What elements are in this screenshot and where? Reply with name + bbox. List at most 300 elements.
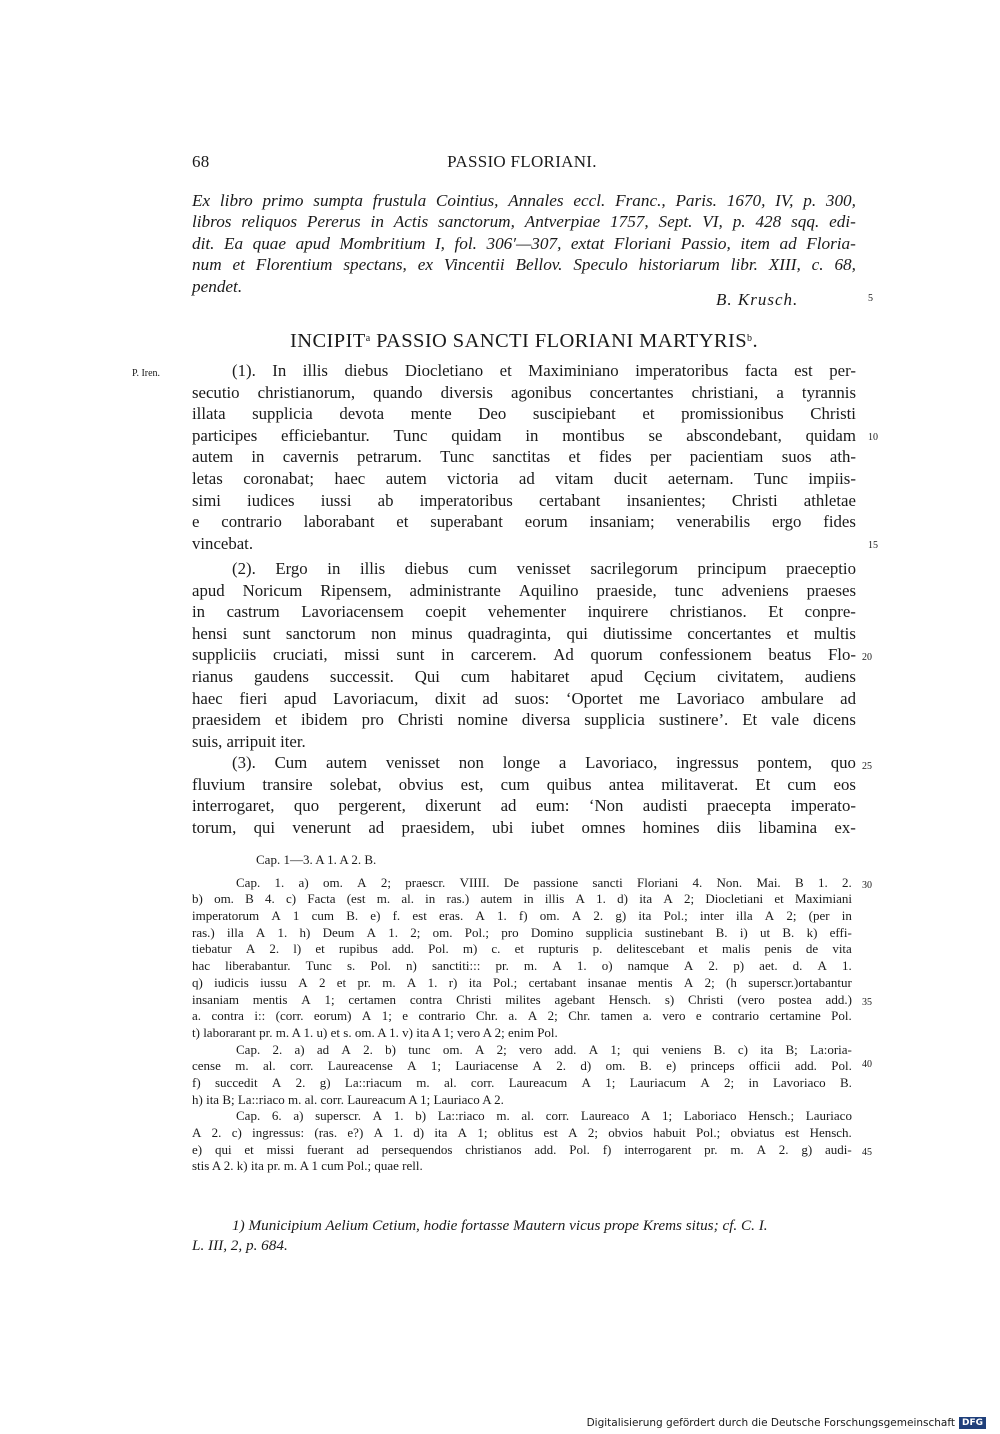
word: ubi	[491, 817, 514, 837]
word: pro	[501, 924, 519, 940]
word: pro	[361, 710, 384, 730]
word: A	[581, 1074, 591, 1090]
word: p.	[592, 941, 603, 957]
word: Pol.;	[663, 908, 688, 924]
word: e)	[192, 1141, 203, 1157]
word: La::riacum	[344, 1074, 402, 1090]
word: spectans,	[343, 255, 407, 275]
word: IV,	[775, 191, 794, 210]
word: Pol.;	[464, 924, 489, 940]
word: A	[527, 1008, 538, 1024]
word: in	[251, 447, 265, 467]
word: per	[649, 447, 672, 467]
text-line	[192, 774, 856, 796]
word: 2.	[778, 1141, 789, 1157]
word: 2.	[272, 1041, 283, 1057]
word: Cap.	[236, 1108, 261, 1124]
word: (vero	[737, 991, 765, 1007]
word: om.	[605, 1058, 626, 1074]
word: suos	[781, 447, 812, 467]
word: sancti	[592, 874, 623, 890]
word: antea	[608, 774, 645, 794]
word: b)	[415, 1108, 427, 1124]
word: B.	[713, 1041, 726, 1057]
word: c.	[491, 941, 501, 957]
word: autem	[385, 468, 427, 488]
word: A	[532, 1058, 542, 1074]
text-line	[192, 666, 856, 688]
word: illata	[192, 404, 226, 424]
word: 1670,	[726, 191, 766, 210]
word: officii	[748, 1058, 781, 1074]
word: al.	[262, 1058, 276, 1074]
word: sumpta	[313, 191, 363, 210]
word: penis	[764, 941, 792, 957]
word: add.	[554, 1041, 577, 1057]
footnote	[192, 1216, 852, 1255]
word: A	[373, 1125, 383, 1140]
word: praeside,	[596, 580, 657, 600]
word: tamen	[600, 1008, 633, 1024]
word: cavernis	[282, 447, 339, 467]
line-number: 45	[862, 1147, 872, 1158]
word: 1.	[596, 891, 606, 907]
word: ita	[760, 1041, 774, 1057]
word: cum	[460, 666, 490, 686]
word: a)	[298, 874, 309, 890]
word: ad	[356, 1141, 369, 1157]
word: m.	[382, 974, 396, 990]
apparatus-line	[192, 975, 852, 992]
word: praecepta	[706, 796, 772, 816]
word: tunc	[408, 1041, 431, 1057]
word: Lauriacense	[455, 1058, 519, 1074]
text-line	[192, 468, 856, 490]
word: carcerem.	[470, 645, 537, 665]
word: 1.	[427, 974, 438, 990]
word: A	[700, 1074, 710, 1090]
word: et	[698, 941, 708, 957]
word: athletae	[803, 490, 856, 510]
critical-apparatus	[192, 852, 852, 1175]
word: num	[192, 255, 222, 275]
word: vita	[832, 941, 852, 957]
word: hac	[192, 958, 211, 974]
text-line	[192, 709, 856, 731]
line-number: 15	[868, 540, 878, 551]
word: m.	[235, 1058, 249, 1074]
word: Pol.	[569, 1141, 590, 1157]
word: e)	[666, 1058, 677, 1074]
apparatus-line	[192, 992, 852, 1009]
apparatus-line	[192, 958, 852, 975]
word: Domino	[530, 924, 574, 940]
word: aeternam.	[667, 468, 734, 488]
word: in	[327, 559, 341, 578]
word: 4.	[265, 891, 275, 907]
word: Hensch.	[809, 1125, 852, 1140]
word: Pol.	[831, 1058, 852, 1074]
word: est,	[460, 774, 484, 794]
word: m)	[462, 941, 478, 957]
word: in	[441, 645, 455, 665]
word: 1;	[324, 991, 335, 1007]
word: 1.	[277, 924, 288, 940]
word: cense	[192, 1058, 221, 1074]
word: delitescebant	[616, 941, 685, 957]
word: add.	[534, 1141, 557, 1157]
word: Cum	[274, 753, 308, 772]
word: apud	[590, 666, 623, 686]
word: libro	[219, 191, 253, 210]
word: diutissime	[603, 623, 673, 643]
word: iudices	[247, 490, 295, 510]
intro-line	[192, 233, 856, 254]
word: Floriani	[637, 874, 679, 890]
word: civitatem,	[717, 666, 784, 686]
word: fides	[823, 512, 856, 532]
word: sunt	[396, 645, 425, 665]
word: Et	[755, 774, 771, 794]
word: e	[695, 1008, 702, 1024]
word: certamine	[769, 1008, 821, 1024]
editor-signature: B. Krusch.	[716, 290, 799, 309]
word: om.	[442, 1041, 463, 1057]
word: nomine	[457, 710, 508, 730]
word: rupibus	[338, 941, 378, 957]
word: tunc	[674, 580, 704, 600]
text-line	[192, 425, 856, 447]
word: christiani,	[691, 382, 759, 402]
word: d)	[617, 891, 628, 907]
word: Franc.,	[615, 191, 666, 210]
word: mente	[410, 404, 452, 424]
word: h)	[299, 924, 311, 940]
word: A	[683, 974, 694, 990]
word: superscr.	[315, 1108, 361, 1124]
word: passione	[533, 874, 579, 890]
word: Lavoriacum,	[333, 688, 419, 708]
word: Maximiniano	[528, 361, 619, 380]
word: imperatoribus	[419, 490, 513, 510]
word: contra	[211, 1008, 244, 1024]
word: (1).	[232, 361, 256, 380]
page-number: 68	[192, 152, 210, 171]
word: 1.	[817, 874, 828, 890]
word: certabant	[538, 490, 601, 510]
word: Non.	[716, 874, 743, 890]
passio-title	[192, 330, 856, 353]
word: ad	[779, 233, 797, 253]
word: et	[774, 891, 784, 907]
word: 2.	[556, 1058, 566, 1074]
word: a.	[192, 1008, 202, 1024]
word: 306′—307,	[486, 233, 562, 253]
word: in	[525, 425, 539, 445]
word: succedit	[215, 1074, 258, 1090]
word: transire	[262, 774, 313, 794]
word: supplicia	[252, 404, 313, 424]
word: B.	[346, 908, 359, 924]
word: om.	[322, 874, 343, 890]
word: autem	[480, 891, 513, 907]
word: ingressus	[676, 753, 739, 772]
word: A	[245, 941, 256, 957]
word: mentis	[637, 974, 673, 990]
word: sanctorum	[285, 623, 356, 643]
text-line	[192, 817, 856, 839]
word: A	[764, 908, 775, 924]
word: in	[370, 212, 384, 232]
word: 1.	[393, 1108, 404, 1124]
word: audi-	[825, 1141, 852, 1157]
word: effi-	[829, 924, 852, 940]
word: multis	[813, 623, 856, 643]
word: m.	[730, 1141, 744, 1157]
word: torum,	[192, 817, 237, 837]
word: Cointius,	[435, 191, 499, 210]
word: de	[805, 941, 819, 957]
text-line	[192, 580, 856, 602]
word: Noricum	[242, 580, 303, 600]
word: ras.)	[192, 924, 215, 940]
word: milites	[505, 991, 541, 1007]
word: Et	[742, 710, 758, 730]
word: imperatorum	[192, 908, 260, 924]
word: aet.	[759, 958, 778, 974]
word: Floria-	[806, 233, 856, 253]
text-line	[192, 446, 856, 468]
word: Pol.	[831, 1008, 852, 1024]
word: 2.	[211, 1125, 222, 1140]
word: agebant	[554, 991, 595, 1007]
word: libr.	[730, 255, 758, 275]
word: 1.	[576, 958, 587, 974]
word: longe	[502, 753, 541, 772]
word: ab	[377, 490, 394, 510]
word: diversis	[440, 382, 493, 402]
word: dit.	[192, 233, 215, 253]
word: interrogarent	[624, 1141, 692, 1157]
word: 2;	[786, 908, 797, 924]
word: 2.	[295, 1074, 306, 1090]
word: p)	[733, 958, 745, 974]
word: abscondebant,	[686, 425, 782, 445]
chapter-1	[192, 360, 856, 554]
word: Chr.	[568, 1008, 591, 1024]
apparatus-line	[192, 1108, 852, 1125]
word: Speculo	[573, 255, 628, 275]
word: ‘Non	[588, 796, 624, 816]
word: diis	[716, 817, 742, 837]
title-footnote-marker: a	[365, 333, 371, 344]
word: 2;	[704, 974, 715, 990]
word: A	[366, 924, 377, 940]
word: inter	[699, 908, 724, 924]
word: adveniens	[721, 580, 789, 600]
word: et	[274, 710, 288, 730]
word: in	[192, 602, 206, 622]
word: f)	[602, 1141, 612, 1157]
word: quidam	[451, 425, 502, 445]
word: A	[341, 1041, 351, 1057]
word: ad	[482, 688, 499, 708]
word: m.	[496, 1108, 510, 1124]
word: missi	[344, 645, 380, 665]
word: autem	[326, 753, 368, 772]
word: coronabat;	[243, 468, 315, 488]
text-line	[192, 623, 856, 645]
word: pr.	[495, 958, 509, 974]
word: a	[558, 753, 567, 772]
word: 1;	[605, 1074, 616, 1090]
word: ibidem	[301, 710, 348, 730]
word: Ea	[223, 233, 244, 253]
word: cum	[468, 559, 498, 578]
word: et	[499, 361, 512, 380]
word: et	[244, 1141, 254, 1157]
chapter-3	[192, 752, 856, 838]
word: Antverpiae	[524, 212, 601, 232]
word: ingressus:	[252, 1125, 305, 1140]
word: corr.	[545, 1108, 570, 1124]
word: christianos	[465, 1141, 522, 1157]
apparatus-line	[192, 1075, 852, 1092]
line-number: 25	[862, 761, 872, 772]
word: certabant	[528, 974, 577, 990]
word: Lauriacum	[629, 1074, 686, 1090]
text-line	[192, 558, 856, 580]
text-line	[192, 511, 856, 533]
word: item	[740, 233, 770, 253]
apparatus-line	[192, 1008, 852, 1025]
word: k)	[806, 924, 818, 940]
word: obvius	[398, 774, 444, 794]
word: edi-	[829, 212, 856, 232]
word: Laureacense	[327, 1058, 393, 1074]
apparatus-line	[192, 1042, 852, 1059]
text-line	[192, 752, 856, 774]
word: 1;	[610, 1041, 621, 1057]
word: cum	[500, 774, 530, 794]
word: successit.	[329, 666, 394, 686]
word: namque	[627, 958, 669, 974]
word: (2).	[232, 559, 256, 578]
word: in	[425, 891, 436, 907]
word: a)	[294, 1041, 305, 1057]
word: christianorum,	[257, 382, 356, 402]
word: al.	[401, 891, 414, 907]
word: A	[756, 1141, 766, 1157]
word: superscr.)ortabantur	[748, 974, 852, 990]
line-number: 40	[862, 1059, 872, 1070]
word: venisset	[385, 753, 440, 772]
word: Floriani	[613, 233, 672, 253]
word: Laureaco	[580, 1108, 630, 1124]
word: victoria	[447, 468, 499, 488]
word: De	[503, 874, 520, 890]
word: impiis-	[808, 468, 856, 488]
word: Pol.	[428, 941, 449, 957]
word: Lavoriacensem	[301, 602, 404, 622]
word: 4.	[692, 874, 703, 890]
editorial-introduction	[192, 190, 856, 297]
word: VI,	[702, 212, 723, 232]
word: 2;	[587, 1125, 598, 1140]
apparatus-line	[192, 1142, 852, 1159]
word: 2;	[380, 874, 391, 890]
word: insanientes;	[626, 490, 706, 510]
word: al.	[521, 1108, 535, 1124]
dfg-logo-icon: DFG	[959, 1417, 986, 1429]
word: liberabantur.	[225, 958, 291, 974]
word: illa	[735, 908, 753, 924]
line-number: 5	[868, 293, 873, 304]
word: 1;	[430, 1058, 441, 1074]
margin-source-note: P. Iren.	[132, 368, 161, 379]
word: Deum	[322, 924, 355, 940]
word: rianus	[192, 666, 234, 686]
word: 1.	[496, 908, 507, 924]
word: et	[514, 941, 524, 957]
word: A	[271, 908, 281, 924]
word: Paris.	[675, 191, 717, 210]
word: A	[817, 958, 827, 974]
word: iubet	[530, 817, 565, 837]
word: malis	[722, 941, 751, 957]
word: Vincentii	[443, 255, 505, 275]
word: Christi	[397, 710, 444, 730]
word: Sept.	[658, 212, 693, 232]
word: cum	[787, 774, 817, 794]
word: illis	[302, 361, 328, 380]
word: Tunc	[754, 468, 788, 488]
word: B.	[839, 1074, 852, 1090]
word: Cap.	[236, 1041, 261, 1057]
word: ras.)	[446, 891, 470, 907]
intro-line	[192, 254, 856, 275]
word: eos	[833, 774, 856, 794]
word: ut	[760, 924, 771, 940]
word: Ad	[553, 645, 574, 665]
word: 2.	[593, 908, 604, 924]
word: Pol.	[370, 958, 391, 974]
word: venerunt	[292, 817, 352, 837]
word: i::	[254, 1008, 266, 1024]
word: tiebatur	[192, 941, 232, 957]
word: Flo-	[827, 645, 856, 665]
word: et	[315, 941, 325, 957]
word: (ras.	[314, 1125, 338, 1140]
word: Tunc	[393, 425, 428, 445]
word: 1.	[274, 874, 285, 890]
word: 1;	[477, 1125, 488, 1140]
word: In	[272, 361, 287, 380]
word: libros	[192, 212, 232, 232]
apparatus-line	[192, 875, 852, 892]
word: missi	[266, 1141, 295, 1157]
word: A	[255, 924, 266, 940]
word: 2.	[269, 941, 280, 957]
word: me	[639, 688, 660, 708]
word: autem	[192, 447, 234, 467]
word: minus	[411, 623, 453, 643]
word: petrarum.	[357, 447, 422, 467]
word: mentis	[252, 991, 288, 1007]
word: Mai.	[756, 874, 781, 890]
word: quando	[373, 382, 423, 402]
word: non	[371, 623, 397, 643]
